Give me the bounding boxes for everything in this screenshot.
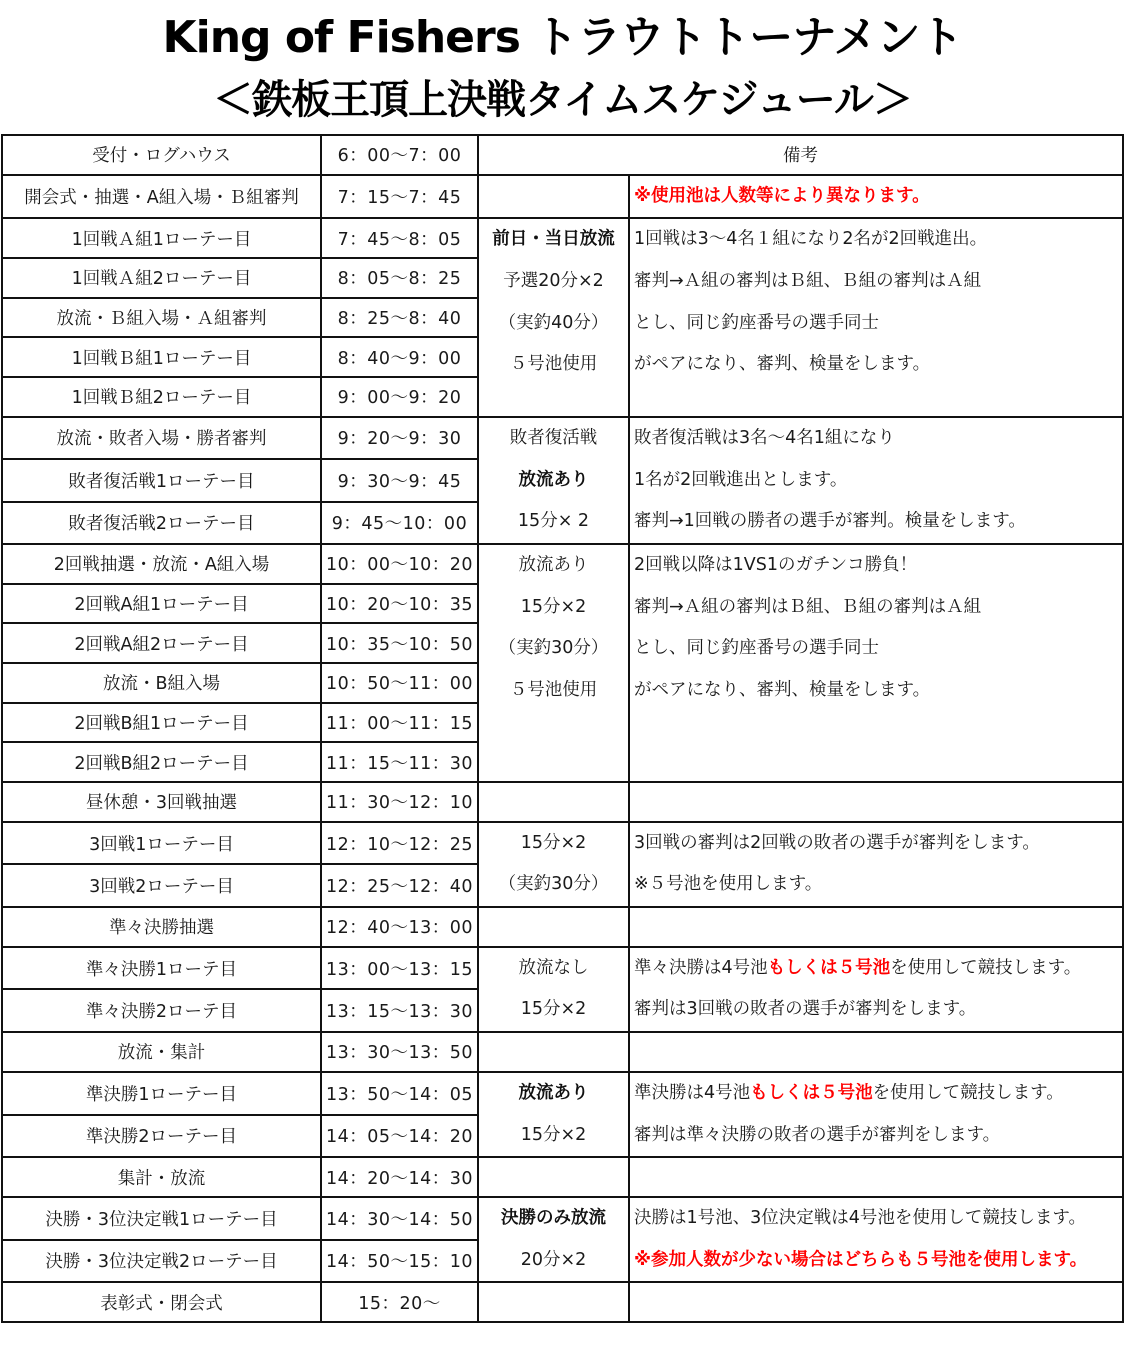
note-highlight: もしくは５号池 bbox=[750, 1082, 873, 1103]
info-line: 15分×2 bbox=[520, 1124, 587, 1145]
time-cell: 12：10〜12：25 bbox=[321, 822, 478, 865]
time-cell: 14：30〜14：50 bbox=[321, 1197, 478, 1240]
event-cell: 準々決勝1ローテ目 bbox=[2, 947, 321, 990]
info-line: ５号池使用 bbox=[509, 354, 598, 375]
table-row bbox=[2, 218, 1123, 258]
time-cell: 8：40〜9：00 bbox=[321, 337, 478, 377]
note-text: 準々決勝は4号池 bbox=[634, 957, 768, 978]
info-line: 前日・当日放流 bbox=[492, 229, 615, 250]
notes-cell bbox=[629, 947, 1123, 1032]
note-highlight: もしくは５号池 bbox=[767, 957, 891, 978]
event-cell: 放流・集計 bbox=[2, 1032, 321, 1072]
info-line: ※５号池を使用します。 bbox=[634, 874, 823, 895]
time-cell: 8：05〜8：25 bbox=[321, 258, 478, 298]
notes-cell bbox=[629, 417, 1123, 544]
note-line bbox=[634, 948, 1122, 990]
time-cell: 7：45〜8：05 bbox=[321, 218, 478, 258]
note-line: 審判は3回戦の敗者の選手が審判をします。 bbox=[634, 999, 977, 1020]
notes-cell bbox=[629, 1282, 1123, 1322]
time-cell: 9：30〜9：45 bbox=[321, 459, 478, 501]
info-line: 15分×2 bbox=[520, 832, 587, 853]
notes-header: 備考 bbox=[478, 135, 1123, 175]
event-cell: 準決勝2ローテー目 bbox=[2, 1115, 321, 1158]
table-row bbox=[2, 135, 1123, 175]
info-line: 放流なし bbox=[518, 957, 589, 978]
info-line: ５号池使用 bbox=[509, 679, 598, 700]
event-cell: 受付・ログハウス bbox=[2, 135, 321, 175]
time-cell: 11：30〜12：10 bbox=[321, 782, 478, 822]
time-cell: 9：45〜10：00 bbox=[321, 502, 478, 544]
event-cell: 1回戦Ａ組1ローテー目 bbox=[2, 218, 321, 258]
time-cell: 8：25〜8：40 bbox=[321, 298, 478, 338]
info-line: （実釣30分） bbox=[498, 638, 609, 659]
info-line: 審判→Ａ組の審判はＢ組、Ｂ組の審判はＡ組 bbox=[634, 271, 982, 292]
time-cell: 9：20〜9：30 bbox=[321, 417, 478, 459]
schedule-table bbox=[1, 134, 1124, 1323]
event-cell: 2回戦A組2ローテー目 bbox=[2, 623, 321, 663]
event-cell: 準決勝1ローテー目 bbox=[2, 1072, 321, 1115]
info-line: 予選20分×2 bbox=[503, 271, 604, 292]
event-cell: 放流・敗者入場・勝者審判 bbox=[2, 417, 321, 459]
notes-cell bbox=[629, 175, 1123, 219]
time-cell: 15：20〜 bbox=[321, 1282, 478, 1322]
time-cell: 9：00〜9：20 bbox=[321, 377, 478, 417]
note-warning: ※参加人数が少ない場合はどちらも５号池を使用します。 bbox=[634, 1249, 1088, 1270]
table-row bbox=[2, 1072, 1123, 1115]
time-cell: 13：50〜14：05 bbox=[321, 1072, 478, 1115]
note-line bbox=[634, 1073, 1122, 1115]
event-cell: 3回戦1ローテー目 bbox=[2, 822, 321, 865]
time-cell: 13：15〜13：30 bbox=[321, 989, 478, 1032]
info-line: 敗者復活戦 bbox=[509, 427, 598, 448]
info-line: 審判→1回戦の勝者の選手が審判。検量をします。 bbox=[634, 511, 1026, 532]
time-cell: 12：25〜12：40 bbox=[321, 864, 478, 907]
info-line: （実釣30分） bbox=[498, 874, 609, 895]
info-line: 放流あり bbox=[518, 469, 589, 490]
notes-cell bbox=[629, 822, 1123, 907]
info-line: 放流あり bbox=[518, 1082, 589, 1103]
event-cell: 決勝・3位決定戦2ローテー目 bbox=[2, 1240, 321, 1283]
event-cell: 集計・放流 bbox=[2, 1157, 321, 1197]
info-line: 放流あり bbox=[518, 554, 589, 575]
notes-cell bbox=[629, 1157, 1123, 1197]
page-subtitle: ＜鉄板王頂上決戦タイムスケジュール＞ bbox=[213, 77, 912, 123]
note-text: 準決勝は4号池 bbox=[634, 1082, 751, 1103]
round-info-cell bbox=[478, 907, 629, 947]
round-info-cell bbox=[478, 1197, 629, 1282]
round-info-cell bbox=[478, 947, 629, 1032]
table-row bbox=[2, 1282, 1123, 1322]
info-line: 15分×2 bbox=[520, 596, 587, 617]
time-cell: 7：15〜7：45 bbox=[321, 175, 478, 219]
event-cell: 開会式・抽選・A組入場・Ｂ組審判 bbox=[2, 175, 321, 219]
notes-cell bbox=[629, 907, 1123, 947]
round-info-cell bbox=[478, 544, 629, 782]
note-line: 決勝は1号池、3位決定戦は4号池を使用して競技します。 bbox=[634, 1207, 1087, 1228]
time-cell: 10：35〜10：50 bbox=[321, 623, 478, 663]
time-cell: 6：00〜7：00 bbox=[321, 135, 478, 175]
info-line: 15分×2 bbox=[520, 999, 587, 1020]
table-row bbox=[2, 907, 1123, 947]
event-cell: 決勝・3位決定戦1ローテー目 bbox=[2, 1197, 321, 1240]
round-info-cell bbox=[478, 1157, 629, 1197]
table-row bbox=[2, 175, 1123, 219]
round-info-cell bbox=[478, 782, 629, 822]
event-cell: 準々決勝抽選 bbox=[2, 907, 321, 947]
event-cell: 1回戦Ａ組2ローテー目 bbox=[2, 258, 321, 298]
info-line: とし、同じ釣座番号の選手同士 bbox=[634, 312, 879, 333]
time-cell: 10：20〜10：35 bbox=[321, 584, 478, 624]
time-cell: 14：20〜14：30 bbox=[321, 1157, 478, 1197]
note-text: を使用して競技します。 bbox=[872, 1082, 1064, 1103]
time-cell: 10：50〜11：00 bbox=[321, 663, 478, 703]
event-cell: 3回戦2ローテー目 bbox=[2, 864, 321, 907]
info-line: 20分×2 bbox=[520, 1249, 587, 1270]
pool-notice: ※使用池は人数等により異なります。 bbox=[634, 185, 930, 206]
info-line: 15分× 2 bbox=[517, 511, 590, 532]
notes-cell bbox=[629, 544, 1123, 782]
time-cell: 14：50〜15：10 bbox=[321, 1240, 478, 1283]
event-cell: 放流・Ｂ組入場・Ａ組審判 bbox=[2, 298, 321, 338]
info-line: がペアになり、審判、検量をします。 bbox=[634, 679, 931, 700]
info-line: 審判→Ａ組の審判はＢ組、Ｂ組の審判はＡ組 bbox=[634, 596, 982, 617]
table-row bbox=[2, 417, 1123, 459]
info-line: （実釣40分） bbox=[498, 312, 609, 333]
notes-cell bbox=[629, 1072, 1123, 1157]
event-cell: 表彰式・閉会式 bbox=[2, 1282, 321, 1322]
note-line: 審判は準々決勝の敗者の選手が審判をします。 bbox=[634, 1124, 1001, 1145]
time-cell: 14：05〜14：20 bbox=[321, 1115, 478, 1158]
event-cell: 2回戦B組1ローテー目 bbox=[2, 703, 321, 743]
round-info-cell bbox=[478, 218, 629, 416]
event-cell: 2回戦抽選・放流・A組入場 bbox=[2, 544, 321, 584]
note-text: を使用して競技します。 bbox=[890, 957, 1082, 978]
notes-cell bbox=[629, 218, 1123, 416]
table-row bbox=[2, 947, 1123, 990]
info-line: 1回戦は3〜4名１組になり2名が2回戦進出。 bbox=[634, 229, 988, 250]
notes-cell bbox=[629, 782, 1123, 822]
round-info-cell bbox=[478, 417, 629, 544]
info-line: 3回戦の審判は2回戦の敗者の選手が審判をします。 bbox=[634, 832, 1040, 853]
event-cell: 2回戦A組1ローテー目 bbox=[2, 584, 321, 624]
time-cell: 10：00〜10：20 bbox=[321, 544, 478, 584]
round-info-cell bbox=[478, 1032, 629, 1072]
event-cell: 2回戦B組2ローテー目 bbox=[2, 742, 321, 782]
event-cell: 昼休憩・3回戦抽選 bbox=[2, 782, 321, 822]
table-row bbox=[2, 822, 1123, 865]
event-cell: 敗者復活戦1ローテー目 bbox=[2, 459, 321, 501]
time-cell: 11：15〜11：30 bbox=[321, 742, 478, 782]
round-info-cell bbox=[478, 1282, 629, 1322]
time-cell: 13：00〜13：15 bbox=[321, 947, 478, 990]
page-title: King of Fishers トラウトトーナメント bbox=[162, 12, 963, 63]
info-line: 敗者復活戦は3名〜4名1組になり bbox=[634, 427, 895, 448]
table-row bbox=[2, 1157, 1123, 1197]
notes-cell bbox=[629, 1197, 1123, 1282]
table-row bbox=[2, 1032, 1123, 1072]
event-cell: 準々決勝2ローテ目 bbox=[2, 989, 321, 1032]
table-row bbox=[2, 782, 1123, 822]
info-line: 2回戦以降は1VS1のガチンコ勝負！ bbox=[634, 554, 918, 575]
info-line: 1名が2回戦進出とします。 bbox=[634, 469, 848, 490]
time-cell: 13：30〜13：50 bbox=[321, 1032, 478, 1072]
event-cell: 1回戦Ｂ組1ローテー目 bbox=[2, 337, 321, 377]
notes-cell bbox=[629, 1032, 1123, 1072]
time-cell: 11：00〜11：15 bbox=[321, 703, 478, 743]
time-cell: 12：40〜13：00 bbox=[321, 907, 478, 947]
event-cell: 敗者復活戦2ローテー目 bbox=[2, 502, 321, 544]
info-line: がペアになり、審判、検量をします。 bbox=[634, 354, 931, 375]
round-info-cell bbox=[478, 822, 629, 907]
round-info-cell bbox=[478, 175, 629, 219]
info-line: とし、同じ釣座番号の選手同士 bbox=[634, 638, 879, 659]
table-row bbox=[2, 544, 1123, 584]
info-line: 決勝のみ放流 bbox=[501, 1207, 606, 1228]
event-cell: 放流・B組入場 bbox=[2, 663, 321, 703]
table-row bbox=[2, 1197, 1123, 1240]
event-cell: 1回戦Ｂ組2ローテー目 bbox=[2, 377, 321, 417]
round-info-cell bbox=[478, 1072, 629, 1157]
